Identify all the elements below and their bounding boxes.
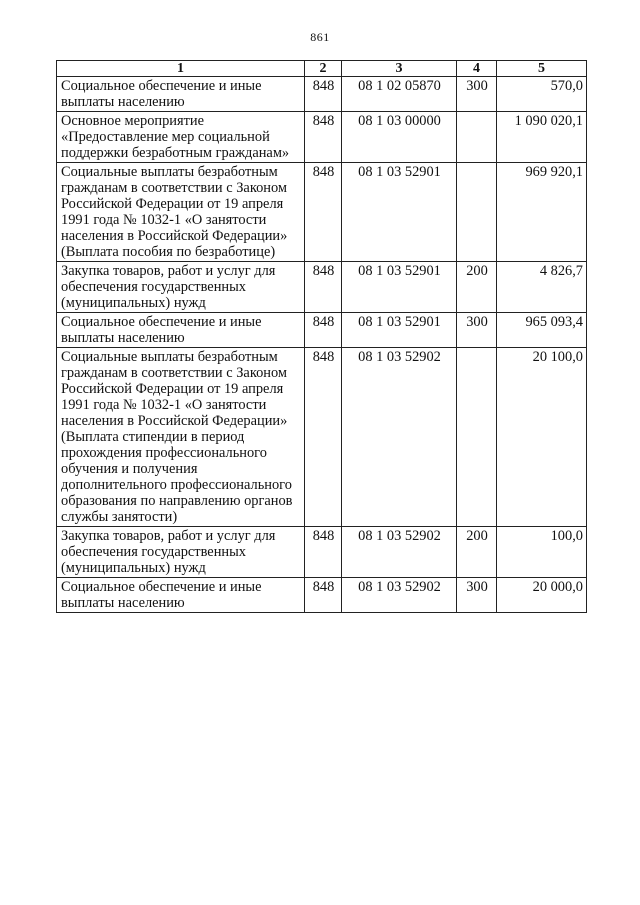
row-code: 08 1 03 52902 [342,527,457,578]
row-section: 848 [305,313,342,348]
table-row [57,163,587,262]
row-section: 848 [305,578,342,613]
table-row [57,348,587,527]
row-type [457,348,497,527]
row-amount: 1 090 020,1 [497,112,587,163]
column-header-section: 2 [305,61,342,77]
row-code: 08 1 03 52902 [342,348,457,527]
table-row [57,313,587,348]
row-name: Закупка товаров, работ и услуг для обеспечения государственных (муниципальных) нужд [57,262,305,313]
table-row [57,262,587,313]
row-amount: 965 093,4 [497,313,587,348]
row-type: 200 [457,262,497,313]
row-code: 08 1 03 00000 [342,112,457,163]
row-name: Социальное обеспечение и иные выплаты населению [57,578,305,613]
table-row [57,77,587,112]
row-type: 300 [457,578,497,613]
row-section: 848 [305,262,342,313]
row-code: 08 1 03 52902 [342,578,457,613]
row-name: Социальное обеспечение и иные выплаты населению [57,77,305,112]
row-amount: 969 920,1 [497,163,587,262]
column-header-amount: 5 [497,61,587,77]
table-header-row [57,61,587,77]
table-row [57,527,587,578]
row-code: 08 1 03 52901 [342,163,457,262]
row-section: 848 [305,527,342,578]
row-amount: 20 100,0 [497,348,587,527]
row-code: 08 1 02 05870 [342,77,457,112]
column-header-type: 4 [457,61,497,77]
page-number: 861 [310,30,330,44]
row-name: Основное мероприятие «Предоставление мер социальной поддержки безработным гражданам» [57,112,305,163]
row-name: Социальные выплаты безработным гражданам в соответствии с Законом Российской Федерации от 19 апреля 1991 года № 1032-1 «О занятости населения в Российской Федерации» (Выплата стипендии в период прохождения профессионального обучения и получения дополнительного профессионального образования по направлению органов службы занятости) [57,348,305,527]
row-section: 848 [305,348,342,527]
row-type: 300 [457,313,497,348]
budget-table [56,60,587,613]
row-amount: 100,0 [497,527,587,578]
column-header-code: 3 [342,61,457,77]
row-section: 848 [305,77,342,112]
table-row [57,578,587,613]
row-name: Социальное обеспечение и иные выплаты населению [57,313,305,348]
row-type [457,163,497,262]
row-amount: 20 000,0 [497,578,587,613]
row-amount: 4 826,7 [497,262,587,313]
column-header-name: 1 [57,61,305,77]
row-code: 08 1 03 52901 [342,313,457,348]
row-type [457,112,497,163]
row-type: 200 [457,527,497,578]
row-section: 848 [305,163,342,262]
row-amount: 570,0 [497,77,587,112]
row-name: Закупка товаров, работ и услуг для обеспечения государственных (муниципальных) нужд [57,527,305,578]
row-code: 08 1 03 52901 [342,262,457,313]
table-row [57,112,587,163]
row-type: 300 [457,77,497,112]
row-section: 848 [305,112,342,163]
row-name: Социальные выплаты безработным гражданам в соответствии с Законом Российской Федерации от 19 апреля 1991 года № 1032-1 «О занятости населения в Российской Федерации» (Выплата пособия по безработице) [57,163,305,262]
